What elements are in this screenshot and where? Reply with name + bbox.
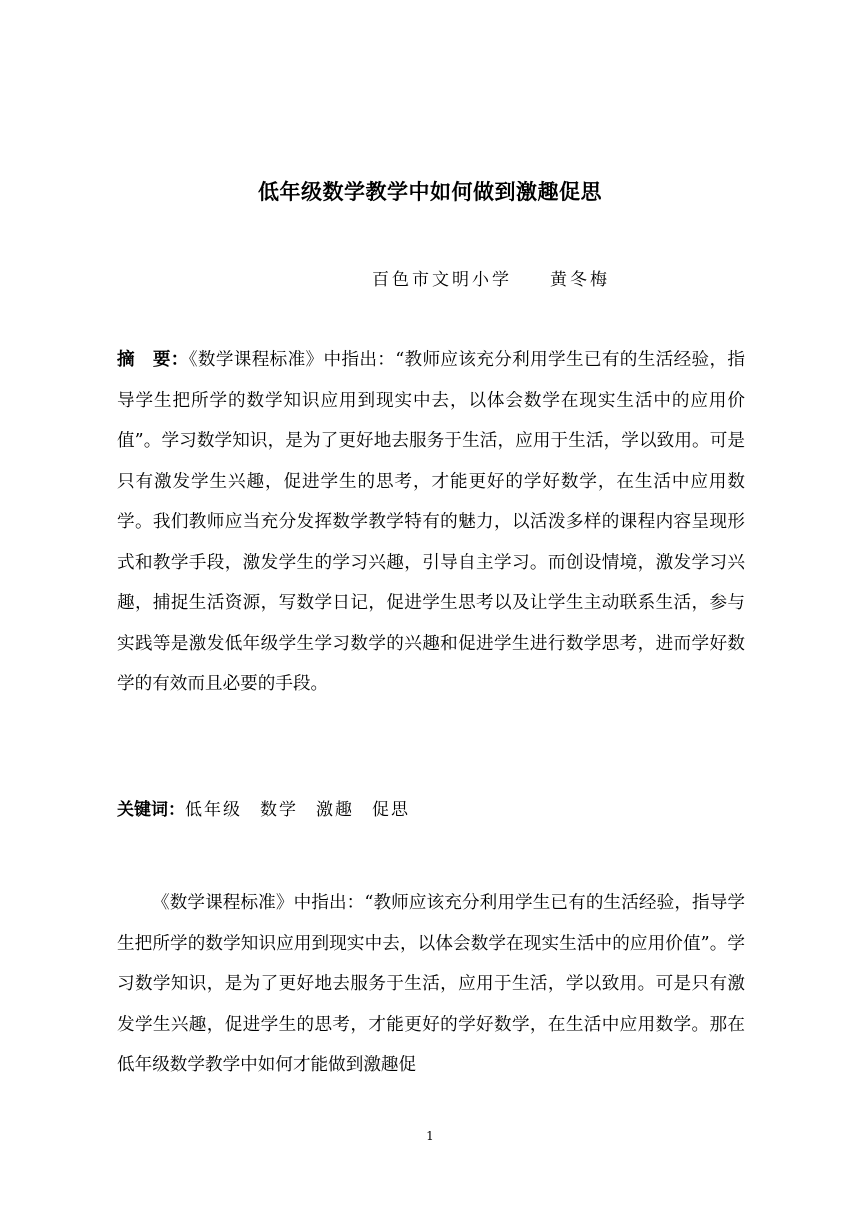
abstract-text: 《数学课程标准》中指出：“教师应该充分利用学生已有的生活经验，指导学生把所学的数学知识应用到现实中去，以体会数学在现实生活中的应用价值”。学习数学知识，是为了更好地去服务于生活，应用于生活，学以致用。可是只有激发学生兴趣，促进学生的思考，才能更好的学好数学，在生活中应用数学。我们教师应当充分发挥数学教学特有的魅力，以活泼多样的课程内容呈现形式和教学手段，激发学生的学习兴趣，引导自主学习。而创设情境，激发学习兴趣，捕捉生活资源，写数学日记，促进学生思考以及让学生主动联系生活，参与实践等是激发低年级学生学习数学的兴趣和促进学生进行数学思考，进而学好数学的有效而且必要的手段。 xyxy=(117,350,745,694)
keywords-label: 关键词： xyxy=(117,800,185,820)
abstract-paragraph xyxy=(117,340,745,705)
abstract-label: 摘 要： xyxy=(117,350,189,370)
body-paragraph: 《数学课程标准》中指出：“教师应该充分利用学生已有的生活经验，指导学生把所学的数学知识应用到现实中去，以体会数学在现实生活中的应用价值”。学习数学知识，是为了更好地去服务于生活，应用于生活，学以致用。可是只有激发学生兴趣，促进学生的思考，才能更好的学好数学，在生活中应用数学。那在低年级数学教学中如何才能做到激趣促 xyxy=(117,893,745,1075)
keywords-line xyxy=(117,795,428,825)
document-title: 低年级数学教学中如何做到激趣促思 xyxy=(258,180,602,204)
page-number: 1 xyxy=(426,1129,434,1143)
keyword-item: 促思 xyxy=(372,800,410,820)
keyword-item: 低年级 xyxy=(185,800,242,820)
author-name: 黄冬梅 xyxy=(550,270,610,290)
keyword-item: 数学 xyxy=(260,800,298,820)
author-school: 百色市文明小学 xyxy=(372,270,512,290)
author-line xyxy=(372,266,610,294)
keyword-item: 激趣 xyxy=(316,800,354,820)
